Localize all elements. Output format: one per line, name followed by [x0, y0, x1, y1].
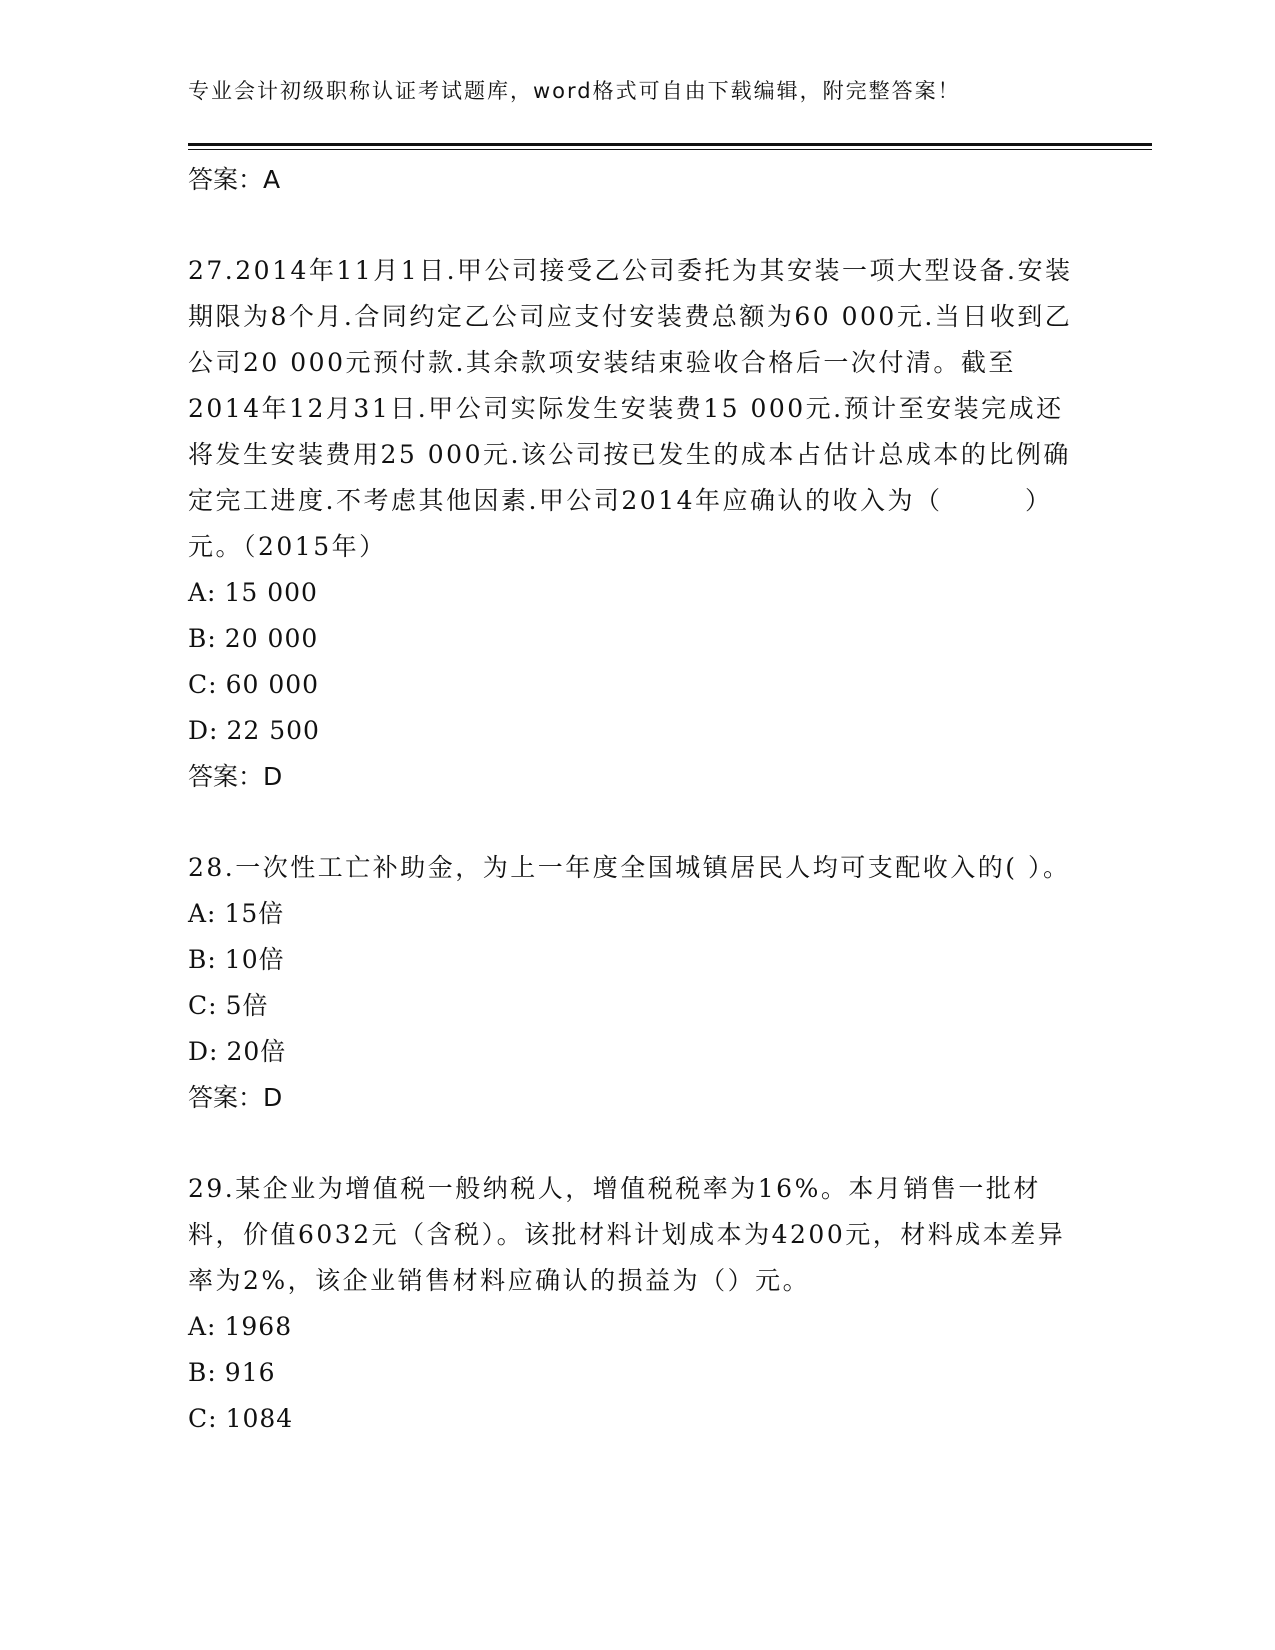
question-29	[188, 1166, 1088, 1442]
option-text: 15倍	[224, 899, 285, 928]
question-stem: 27.2014年11月1日.甲公司接受乙公司委托为其安装一项大型设备.安装期限为8个月.合同约定乙公司应支付安装费总额为60 000元.当日收到乙公司20 000元预付款.其余款项安装结束验收合格后一次付清。截至2014年12月31日.甲公司实际发生安装费15 000元.预计至安装完成还将发生安装费用25 000元.该公司按已发生的成本占估计总成本的比例确定完工进度.不考虑其他因素.甲公司2014年应确认的收入为（ ）元。（2015年）	[188, 256, 1073, 561]
option-b	[188, 1350, 1088, 1396]
option-text: 916	[224, 1358, 276, 1387]
option-text: 5倍	[225, 991, 269, 1020]
option-key: B:	[188, 1358, 217, 1387]
spacer	[188, 1121, 1088, 1166]
option-key: C:	[188, 670, 218, 699]
option-a	[188, 891, 1088, 937]
header-rule-thin	[188, 149, 1152, 150]
option-key: A:	[188, 578, 217, 607]
option-key: B:	[188, 624, 217, 653]
option-text: 1084	[225, 1404, 294, 1433]
question-list	[188, 157, 1088, 1442]
option-text: 20 000	[224, 624, 319, 653]
option-text: 10倍	[224, 945, 285, 974]
header-rule-thick	[188, 143, 1152, 146]
option-a	[188, 570, 1088, 616]
spacer	[188, 800, 1088, 845]
option-key: D:	[188, 716, 219, 745]
option-key: A:	[188, 1312, 217, 1341]
answer-line: 答案：A	[188, 165, 281, 194]
option-key: C:	[188, 1404, 218, 1433]
spacer	[188, 203, 1088, 248]
option-key: A:	[188, 899, 217, 928]
option-text: 20倍	[226, 1037, 287, 1066]
question-27	[188, 248, 1088, 800]
option-b	[188, 937, 1088, 983]
option-c	[188, 662, 1088, 708]
option-text: 22 500	[226, 716, 320, 745]
answer-line: 答案：D	[188, 762, 283, 791]
option-key: B:	[188, 945, 217, 974]
option-a	[188, 1304, 1088, 1350]
option-b	[188, 616, 1088, 662]
question-28	[188, 845, 1088, 1121]
option-key: C:	[188, 991, 218, 1020]
option-d	[188, 1029, 1088, 1075]
answer-line: 答案：D	[188, 1083, 283, 1112]
option-text: 60 000	[225, 670, 320, 699]
question-stem: 29.某企业为增值税一般纳税人，增值税税率为16%。本月销售一批材料，价值6032元（含税）。该批材料计划成本为4200元，材料成本差异率为2%，该企业销售材料应确认的损益为（）元。	[188, 1174, 1066, 1295]
option-text: 1968	[224, 1312, 293, 1341]
option-key: D:	[188, 1037, 219, 1066]
option-c	[188, 1396, 1088, 1442]
option-d	[188, 708, 1088, 754]
question-stem: 28.一次性工亡补助金，为上一年度全国城镇居民人均可支配收入的( ）。	[188, 853, 1071, 882]
option-text: 15 000	[224, 578, 318, 607]
page-header: 专业会计初级职称认证考试题库，word格式可自由下载编辑，附完整答案！	[188, 79, 961, 103]
option-c	[188, 983, 1088, 1029]
